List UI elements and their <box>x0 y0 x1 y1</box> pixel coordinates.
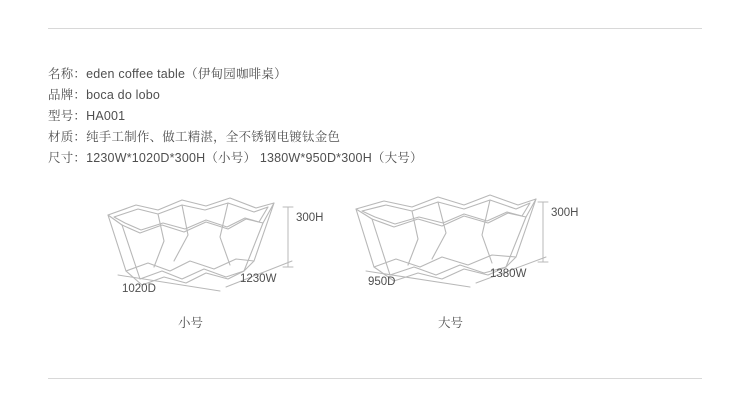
small-figure-caption: 小号 <box>178 316 204 330</box>
large-height-label: 300H <box>551 207 579 219</box>
dimension-diagrams <box>48 175 708 345</box>
top-divider <box>48 28 702 29</box>
large-width-label: 1380W <box>490 268 527 280</box>
figure-small-table <box>78 175 378 345</box>
spec-line-material: 材质：纯手工制作、做工精湛，全不锈钢电镀钛金色 <box>48 130 341 144</box>
spec-line-brand: 品牌：boca do lobo <box>48 88 161 102</box>
spec-line-model: 型号：HA001 <box>48 109 126 123</box>
large-figure-caption: 大号 <box>438 316 464 330</box>
figure-large-table <box>338 175 638 345</box>
large-depth-label: 950D <box>368 276 396 288</box>
small-width-label: 1230W <box>240 273 277 285</box>
small-height-label: 300H <box>296 212 324 224</box>
large-table-drawing <box>338 175 638 345</box>
specification-list <box>48 64 708 169</box>
small-table-drawing <box>78 175 378 345</box>
small-depth-label: 1020D <box>122 283 156 295</box>
bottom-divider <box>48 378 702 379</box>
spec-line-dimensions: 尺寸：1230W*1020D*300H（小号） 1380W*950D*300H（大号） <box>48 151 423 165</box>
spec-line-name: 名称：eden coffee table（伊甸园咖啡桌） <box>48 67 287 81</box>
